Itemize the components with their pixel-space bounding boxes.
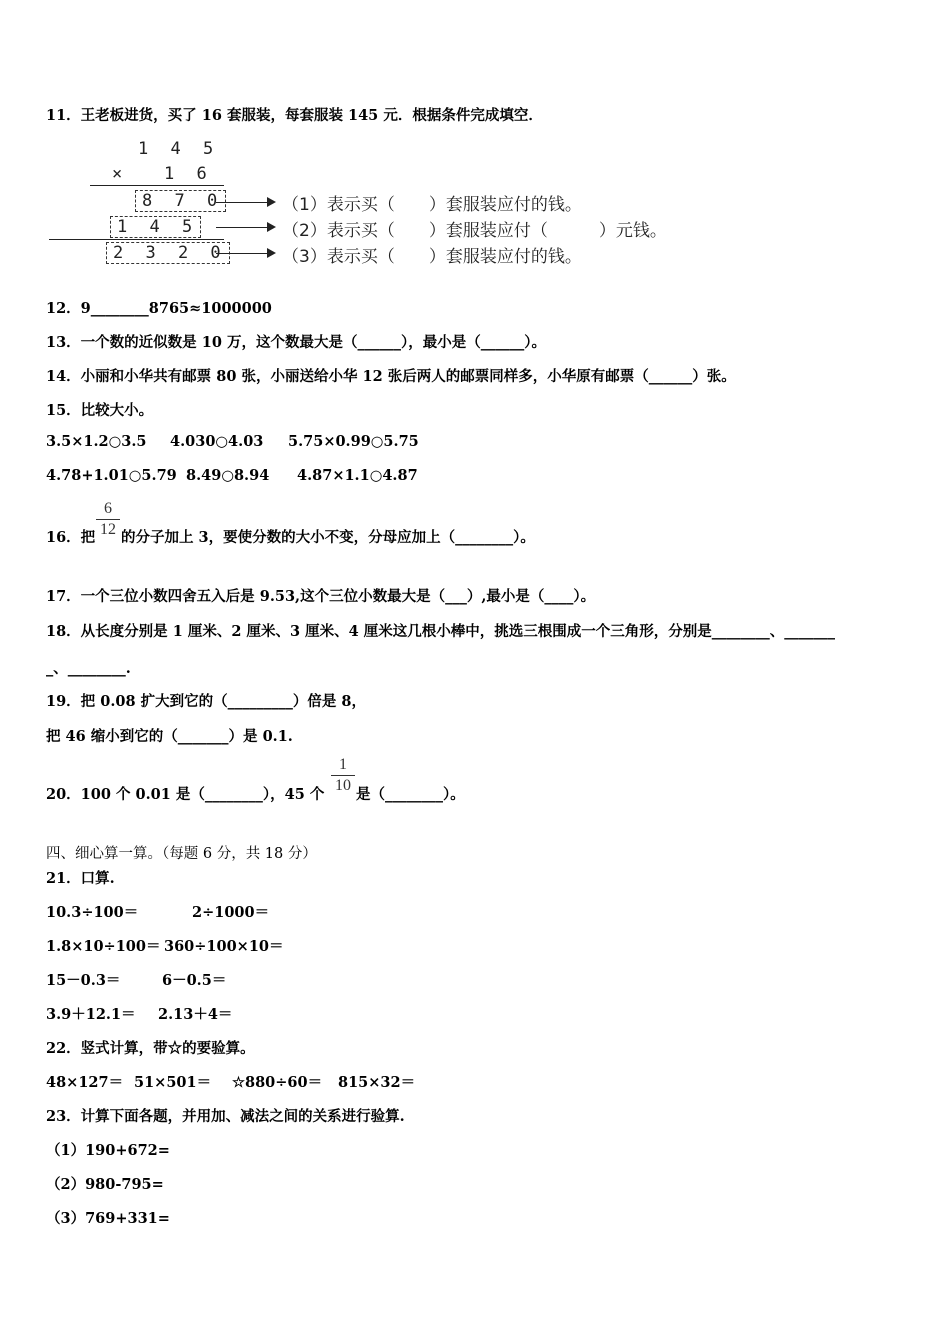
multiplier-sign: ×	[112, 164, 129, 184]
product-line-2	[49, 239, 224, 240]
mental-calc-item: 15－0.3＝	[46, 972, 121, 989]
q11-text: 11．王老板进货，买了 16 套服装，每套服装 145 元．根据条件完成填空．	[46, 107, 543, 124]
mental-calc-item: 360÷100×10＝	[164, 938, 284, 955]
compare-item: 4.78+1.01○5.79	[46, 467, 177, 484]
fraction-bar	[96, 519, 120, 520]
q18-line-1: 18．从长度分别是 1 厘米、2 厘米、3 厘米、4 厘米这几根小棒中，挑选三根围成一个三角形，分别是________、_______	[46, 623, 836, 640]
q19-line-2: 把 46 缩小到它的（_______）是 0.1.	[46, 728, 293, 745]
fraction-bar	[331, 775, 355, 776]
arrow-2	[216, 227, 274, 228]
mental-calc-item: 1.8×10÷100＝	[46, 938, 161, 955]
q20-before: 20．100 个 0.01 是（________），45 个	[46, 786, 325, 803]
compare-item: 8.49○8.94	[186, 467, 270, 484]
fraction-1-10	[331, 756, 355, 795]
vertical-calc-item: 815×32＝	[338, 1074, 416, 1091]
multiplier: 1 6	[164, 164, 213, 184]
q23-item: （3）769+331=	[46, 1210, 170, 1227]
q21-row	[46, 969, 226, 990]
q15-row-2	[46, 467, 418, 484]
vertical-calc-item: 51×501＝	[134, 1074, 212, 1091]
arrow-3	[216, 253, 274, 254]
compare-item: 3.5×1.2○3.5	[46, 433, 147, 450]
fraction-6-12	[96, 500, 120, 539]
mental-calc-item: 2÷1000＝	[192, 904, 270, 921]
multiplication-diagram	[40, 135, 740, 270]
q22-items	[46, 1071, 415, 1092]
q23-item: （1）190+672=	[46, 1142, 170, 1159]
vertical-calc-item: ☆880÷60＝	[232, 1074, 323, 1091]
result-box: 2 3 2 0	[106, 242, 230, 264]
q21-row	[46, 901, 269, 922]
mental-calc-item: 2.13＋4＝	[158, 1006, 233, 1023]
q22-title: 22．竖式计算，带☆的要验算。	[46, 1040, 255, 1057]
q23-item: （2）980-795=	[46, 1176, 164, 1193]
label-1: （1）表示买（ ）套服装应付的钱。	[282, 195, 582, 215]
q17-text: 17．一个三位小数四舍五入后是 9.53,这个三位小数最大是（___）,最小是（____）。	[46, 588, 596, 605]
arrow-1	[216, 202, 274, 203]
q21-row	[46, 1003, 232, 1024]
compare-item: 4.87×1.1○4.87	[297, 467, 418, 484]
q13-text: 13．一个数的近似数是 10 万，这个数最大是（______），最小是（______）。	[46, 334, 546, 351]
q18-line-2: _、________.	[46, 660, 131, 677]
q21-title: 21．口算.	[46, 870, 115, 887]
partial-product-1-box: 8 7 0	[135, 190, 226, 212]
vertical-calc-item: 48×127＝	[46, 1074, 124, 1091]
fraction-numerator: 6	[104, 500, 112, 517]
q14-text: 14．小丽和小华共有邮票 80 张，小丽送给小华 12 张后两人的邮票同样多，小华原有邮票（______）张。	[46, 368, 736, 385]
label-2: （2）表示买（ ）套服装应付（ ）元钱。	[282, 221, 667, 241]
mental-calc-item: 3.9＋12.1＝	[46, 1006, 136, 1023]
partial-product-2-box: 1 4 5	[110, 216, 201, 238]
compare-item: 4.030○4.03	[170, 433, 264, 450]
fraction-numerator: 1	[339, 756, 347, 773]
q23-title: 23．计算下面各题，并用加、减法之间的关系进行验算.	[46, 1108, 405, 1125]
q15-title: 15．比较大小。	[46, 402, 154, 419]
q20-after: 是（________）。	[356, 786, 465, 803]
mental-calc-item: 6－0.5＝	[162, 972, 227, 989]
q16-before: 16．把	[46, 529, 96, 546]
q15-row-1	[46, 433, 419, 450]
q16-after: 的分子加上 3，要使分数的大小不变，分母应加上（________）。	[121, 529, 535, 546]
q21-row	[46, 935, 284, 956]
q19-line-1: 19．把 0.08 扩大到它的（_________）倍是 8，	[46, 693, 366, 710]
label-3: （3）表示买（ ）套服装应付的钱。	[282, 247, 582, 267]
compare-item: 5.75×0.99○5.75	[288, 433, 419, 450]
fraction-denominator: 12	[100, 521, 116, 538]
multiplicand: 1 4 5	[138, 139, 220, 159]
section-4-heading: 四、细心算一算。（每题 6 分，共 18 分）	[46, 846, 317, 862]
product-line-1	[90, 185, 224, 186]
mental-calc-item: 10.3÷100＝	[46, 904, 139, 921]
q12-text: 12．9________8765≈1000000	[46, 300, 272, 317]
fraction-denominator: 10	[335, 777, 351, 794]
